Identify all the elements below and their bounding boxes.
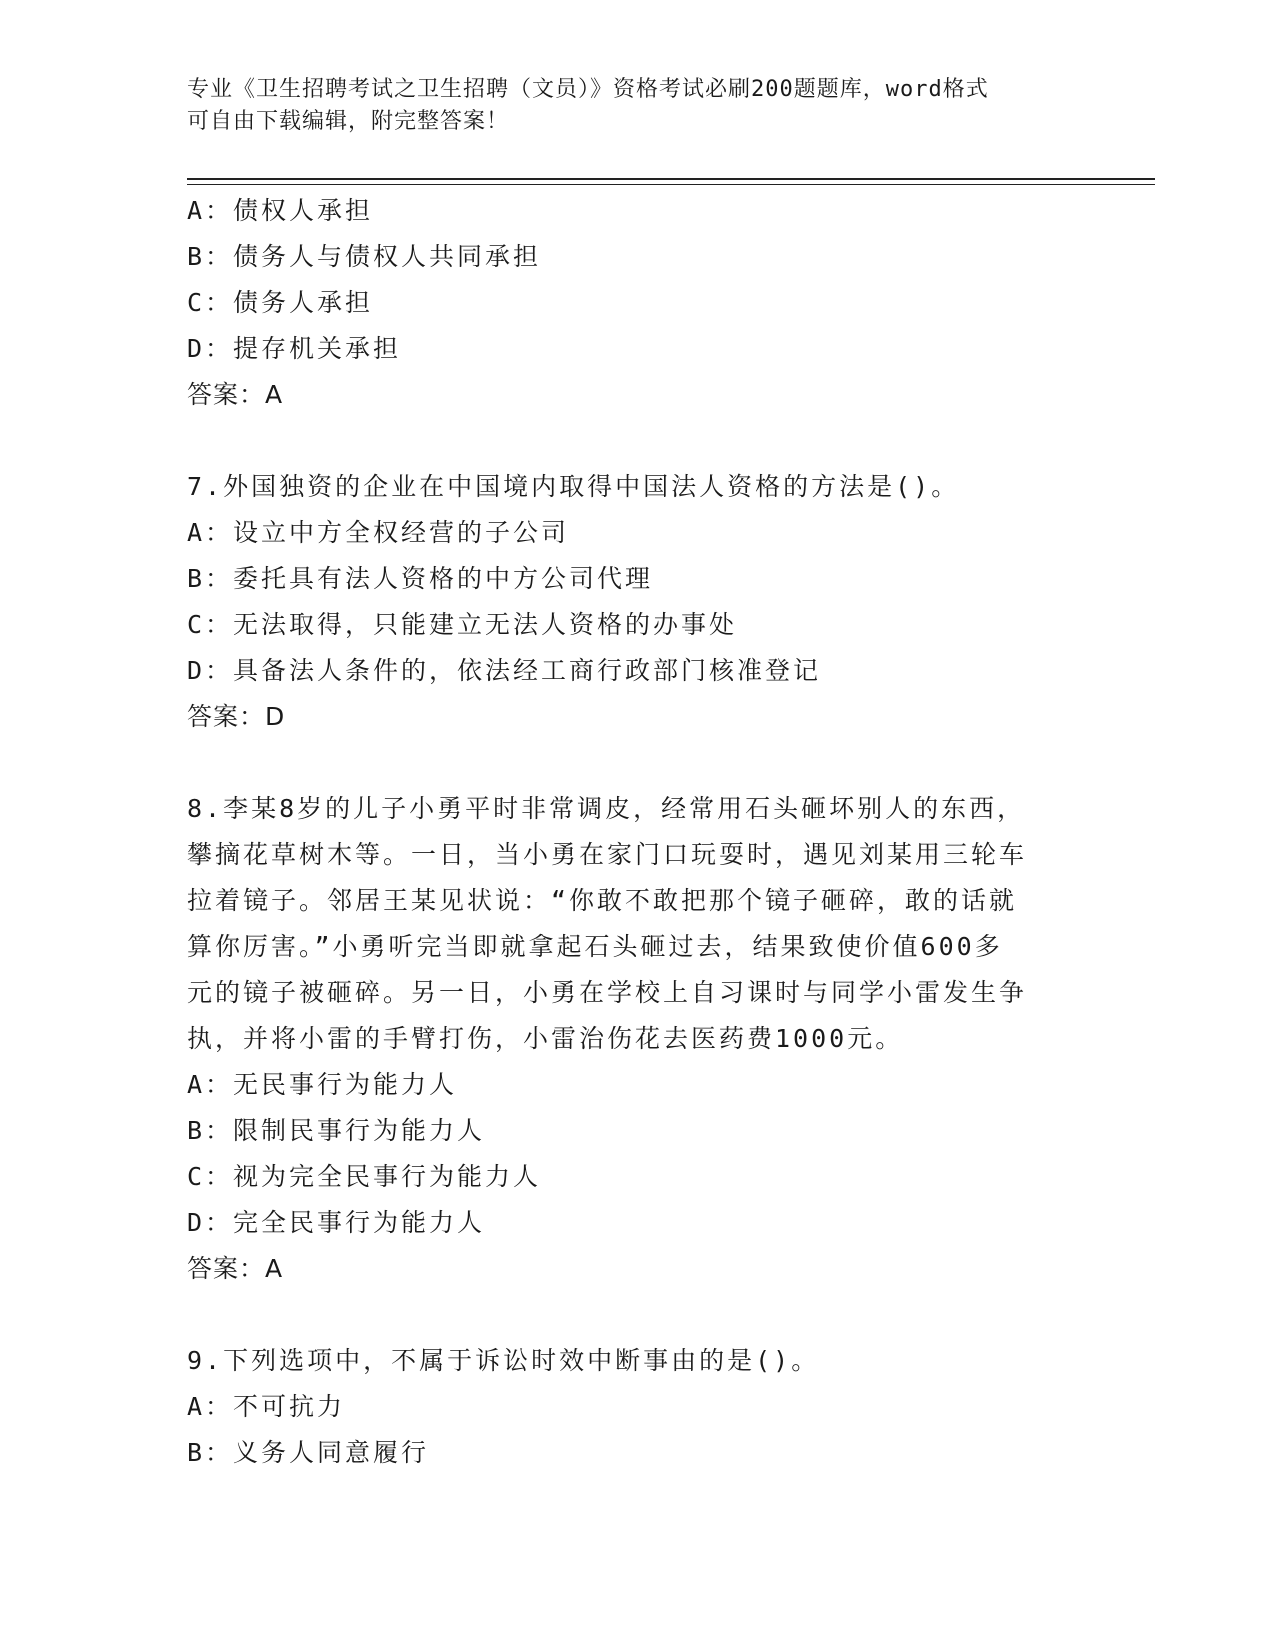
q9-option-b: B：义务人同意履行 <box>187 1438 430 1467</box>
q8-question-line: 算你厉害。”小勇听完当即就拿起石头砸过去，结果致使价值600多 <box>187 932 1003 961</box>
q7-question-text: 7.外国独资的企业在中国境内取得中国法人资格的方法是()。 <box>187 472 960 501</box>
q7-option-b: B：委托具有法人资格的中方公司代理 <box>187 564 654 593</box>
q6-option-b: B：债务人与债权人共同承担 <box>187 242 542 271</box>
q6-option-c: C：债务人承担 <box>187 288 374 317</box>
spacer <box>187 740 1087 786</box>
q8-question-line: 拉着镜子。邻居王某见状说：“你敢不敢把那个镜子砸碎，敢的话就 <box>187 886 1018 915</box>
spacer <box>187 1292 1087 1338</box>
spacer <box>187 418 1087 464</box>
question-9 <box>187 1338 1087 1476</box>
q6-option-d: D：提存机关承担 <box>187 334 402 363</box>
q9-question-text: 9.下列选项中，不属于诉讼时效中断事由的是()。 <box>187 1346 820 1375</box>
q8-option-d: D：完全民事行为能力人 <box>187 1208 486 1237</box>
q6-option-a: A：债权人承担 <box>187 196 374 225</box>
q8-question-line: 攀摘花草树木等。一日，当小勇在家门口玩耍时，遇见刘某用三轮车 <box>187 840 1028 869</box>
q6-answer: 答案：A <box>187 380 284 409</box>
q8-answer: 答案：A <box>187 1254 284 1283</box>
q8-option-c: C：视为完全民事行为能力人 <box>187 1162 542 1191</box>
q8-question-line: 元的镜子被砸碎。另一日，小勇在学校上自习课时与同学小雷发生争 <box>187 978 1028 1007</box>
q8-question-line: 8.李某8岁的儿子小勇平时非常调皮，经常用石头砸坏别人的东西， <box>187 794 1026 823</box>
question-7 <box>187 464 1087 740</box>
header-divider-thin <box>187 184 1155 185</box>
question-6 <box>187 188 1087 418</box>
q8-question-line: 执，并将小雷的手臂打伤，小雷治伤花去医药费1000元。 <box>187 1024 904 1053</box>
q8-option-b: B：限制民事行为能力人 <box>187 1116 486 1145</box>
document-header <box>187 74 1087 138</box>
header-line-1: 专业《卫生招聘考试之卫生招聘（文员）》资格考试必刷200题题库，word格式 <box>187 77 989 102</box>
document-body <box>187 188 1087 1476</box>
q7-option-c: C：无法取得，只能建立无法人资格的办事处 <box>187 610 738 639</box>
header-line-2: 可自由下载编辑，附完整答案！ <box>187 109 510 134</box>
question-8 <box>187 786 1087 1292</box>
header-divider-thick <box>187 178 1155 180</box>
q7-answer: 答案：D <box>187 702 286 731</box>
q7-option-d: D：具备法人条件的，依法经工商行政部门核准登记 <box>187 656 822 685</box>
q8-option-a: A：无民事行为能力人 <box>187 1070 458 1099</box>
q7-option-a: A：设立中方全权经营的子公司 <box>187 518 570 547</box>
q9-option-a: A：不可抗力 <box>187 1392 346 1421</box>
